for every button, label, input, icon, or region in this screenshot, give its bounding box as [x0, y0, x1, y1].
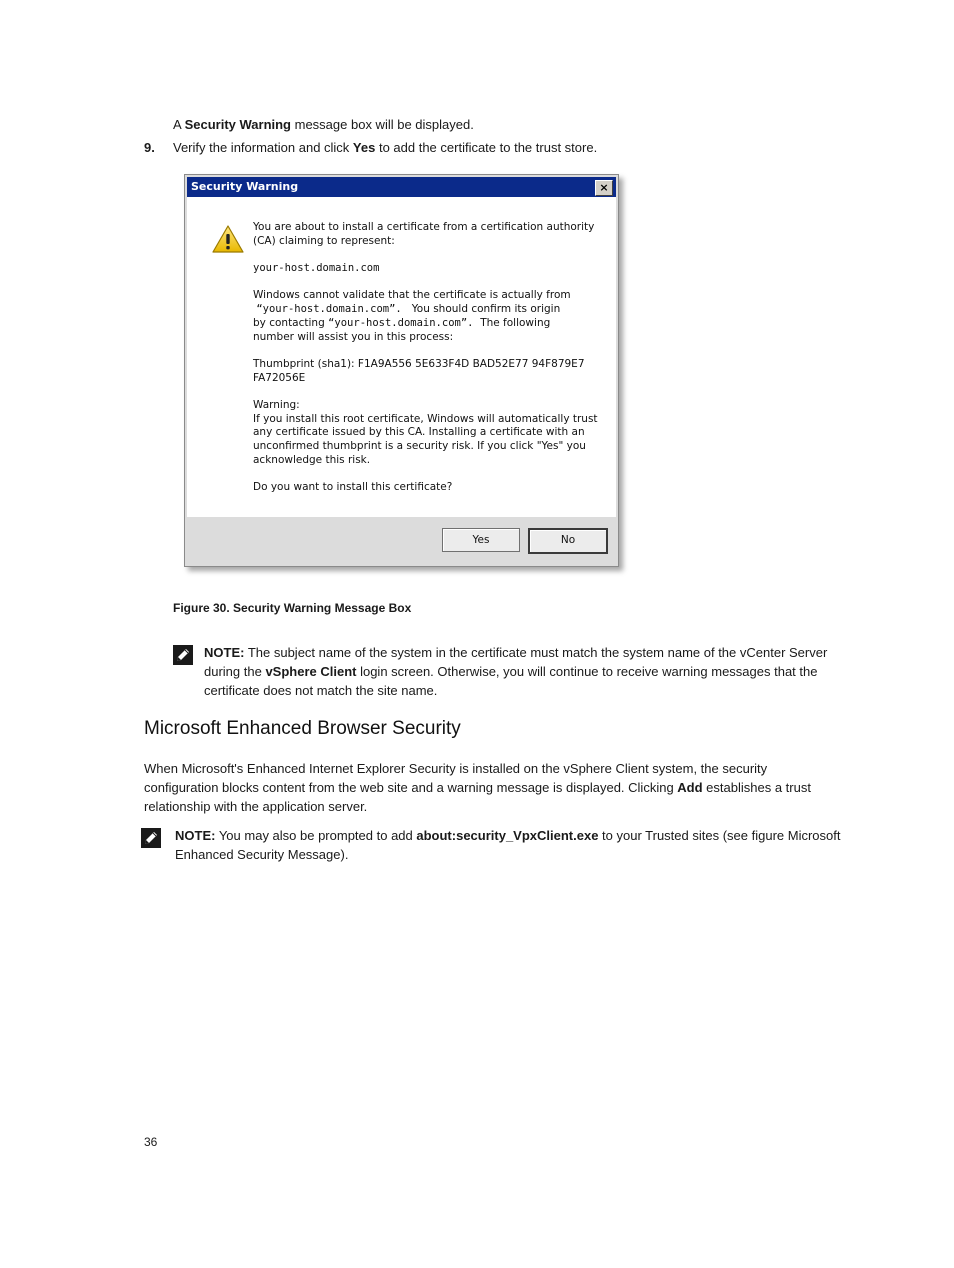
- section-line-1: When Microsoft's Enhanced Internet Explorer Security is installed on the vSphere Client system, the security: [144, 761, 768, 776]
- security-warning-dialog: [184, 174, 619, 567]
- dialog-warning-text: If you install this root certificate, Windows will automatically trust any certificate issued by this CA. Installing a certificate with an unconfirmed thumbprint is a security risk. If you click "Yes" you acknowledge this risk.: [253, 412, 598, 466]
- note-1-label: NOTE:: [204, 645, 245, 660]
- dialog-warning: [253, 399, 598, 468]
- warning-triangle-icon: [211, 224, 245, 254]
- note-2: [175, 826, 840, 864]
- step-text-end: to add the certificate to the trust store.: [375, 140, 598, 155]
- dialog-p2-d: by contacting: [253, 316, 325, 329]
- note-2-text-2: to your Trusted sites (see figure Microsoft: [598, 828, 841, 843]
- section-text-3: establishes a trust: [702, 780, 811, 795]
- dialog-question: Do you want to install this certificate?: [253, 481, 453, 494]
- note-1: [204, 643, 827, 700]
- note-2-text-1: You may also be prompted to add: [215, 828, 417, 843]
- figure-caption: Figure 30. Security Warning Message Box: [173, 601, 412, 615]
- note-2-bold: about:security_VpxClient.exe: [416, 828, 599, 843]
- note-1-bold: vSphere Client: [265, 664, 357, 679]
- note-2-line-2: Enhanced Security Message).: [175, 847, 349, 862]
- dialog-p2-e: “your-host.domain.com”.: [328, 316, 474, 329]
- note-1-text-2: during the: [204, 664, 266, 679]
- section-bold: Add: [677, 780, 703, 795]
- dialog-paragraph-2: [253, 289, 598, 344]
- intro-text: A: [173, 117, 185, 132]
- section-line-3: relationship with the application server.: [144, 799, 368, 814]
- dialog-p2-g: number will assist you in this process:: [253, 330, 454, 343]
- dialog-host: your-host.domain.com: [253, 262, 380, 275]
- dialog-title-bar: [187, 177, 616, 197]
- intro-bold: Security Warning: [184, 117, 292, 132]
- section-line-2: [144, 778, 811, 797]
- dialog-p2-b: “your-host.domain.com”.: [256, 303, 402, 316]
- section-heading: Microsoft Enhanced Browser Security: [144, 718, 461, 739]
- dialog-p2-f: The following: [480, 316, 551, 329]
- dialog-p2-a: Windows cannot validate that the certificate is actually from: [253, 289, 571, 302]
- section-text-2: configuration blocks content from the web site and a warning message is displayed. Clicking: [144, 780, 678, 795]
- note-1-line-3: certificate does not match the site name.: [204, 683, 438, 698]
- step-number: [144, 138, 155, 157]
- intro-text-end: message box will be displayed.: [291, 117, 474, 132]
- yes-button[interactable]: Yes: [442, 528, 520, 552]
- step-text: Verify the information and click: [173, 140, 353, 155]
- section-body: [144, 759, 811, 816]
- no-button[interactable]: No: [528, 528, 608, 554]
- close-icon[interactable]: ×: [595, 180, 613, 196]
- note-1-line-2: [204, 662, 827, 681]
- dialog-p2-c: You should confirm its origin: [411, 303, 561, 316]
- dialog-warning-label: Warning:: [253, 399, 300, 412]
- dialog-thumbprint: Thumbprint (sha1): F1A9A556 5E633F4D BAD52E77 94F879E7 FA72056E: [253, 357, 585, 384]
- page-number: 36: [144, 1135, 158, 1149]
- step-line: [173, 138, 597, 157]
- dialog-body: [187, 197, 616, 517]
- dialog-message: [253, 221, 598, 509]
- note-1-text-3: login screen. Otherwise, you will continue to receive warning messages that the: [356, 664, 818, 679]
- note-1-text-1: The subject name of the system in the certificate must match the system name of the vCenter Server: [244, 645, 828, 660]
- note-2-line-1: [175, 826, 840, 845]
- dialog-paragraph-1: You are about to install a certificate from a certification authority (CA) claiming to represent:: [253, 221, 595, 247]
- note-2-label: NOTE:: [175, 828, 216, 843]
- note-pencil-icon: [141, 828, 161, 848]
- note-1-line-1: [204, 643, 827, 662]
- note-pencil-icon: [173, 645, 193, 665]
- intro-line: [173, 115, 474, 134]
- step-number-text: 9.: [144, 140, 155, 155]
- dialog-title: Security Warning: [191, 180, 299, 193]
- step-bold: Yes: [352, 140, 376, 155]
